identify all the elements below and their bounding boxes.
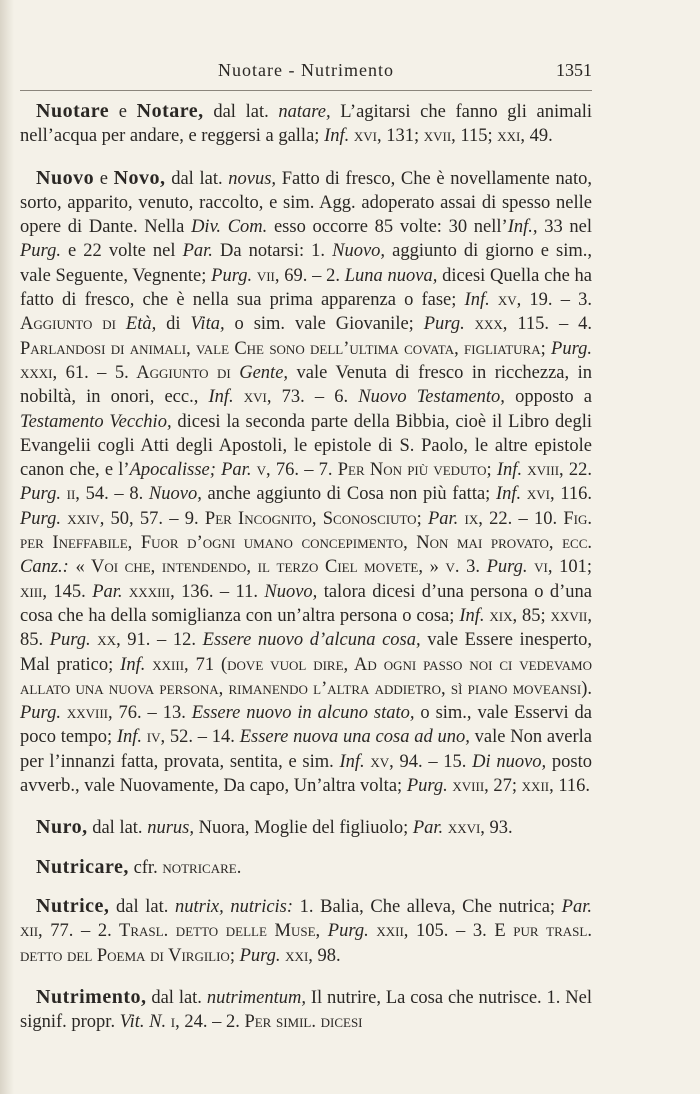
- body-text: aggiunto di giorno e sim., vale Seguente, Vegnente;: [20, 241, 593, 286]
- italic-text: Purg.: [406, 776, 448, 797]
- body-text: dal lat.: [87, 818, 148, 839]
- italic-text: Inf.: [116, 727, 143, 748]
- citation-text: xv, 94. – 15.: [364, 751, 473, 772]
- italic-text: Par.: [92, 581, 123, 602]
- citation-text: ix, 22. – 10. Fig. per Ineffabile, Fuor d’ogni umano concepimento, Non mai provato, ecc.: [20, 508, 592, 554]
- citation-text: xxx, 115. – 4. Parlandosi di animali, vale Che sono dell’ultima covata, figliatura;: [20, 314, 593, 359]
- body-text: cfr.: [128, 857, 163, 878]
- italic-text: Div. Com.: [191, 217, 268, 238]
- citation-text: xxii, 105. – 3. E pur trasl. detto del Poema di Virgilio;: [20, 921, 592, 966]
- body-text: dal lat.: [165, 168, 229, 189]
- italic-text: Par.: [427, 508, 459, 529]
- citation-text: xvi, 116.: [521, 484, 592, 505]
- italic-text: Vita,: [190, 314, 225, 335]
- body-text: Da notarsi: 1.: [212, 241, 333, 262]
- body-text: di: [156, 314, 191, 335]
- italic-text: Purg.: [49, 630, 91, 651]
- body-text: talora dicesi d’una persona o d’una cosa che ha della somiglianza con un’altra persona o cosa;: [20, 581, 592, 626]
- citation-text: xxiii, 71 (dove vuol dire, Ad ogni passo noi ci vedevamo allato una nuova persona, rimanendo l’altra addietro, sì piano moveansi).: [20, 654, 592, 699]
- body-text: 33 nel: [537, 217, 592, 238]
- body-text: e: [109, 102, 137, 122]
- running-title: Nuotare - Nutrimento: [218, 60, 394, 80]
- page-header: [20, 60, 592, 84]
- italic-text: natare,: [278, 102, 331, 122]
- citation-text: xxviii, 76. – 13.: [60, 703, 192, 724]
- italic-text: nutrix, nutricis:: [174, 896, 294, 917]
- citation-text: « Voi che, intendendo, il terzo Ciel movete, » v. 3.: [68, 557, 487, 578]
- italic-text: Apocalisse; Par.: [129, 460, 252, 481]
- body-text: posto avverb., vale Nuovamente, Da capo, Un’altra volta;: [20, 751, 592, 797]
- italic-text: nurus,: [147, 818, 194, 839]
- italic-text: Purg.: [327, 921, 369, 942]
- italic-text: Gente,: [239, 362, 289, 383]
- citation-text: vii, 69. – 2.: [252, 265, 345, 286]
- body-text: e: [94, 168, 114, 189]
- citation-text: i, 24. – 2. Per simil. dicesi: [166, 1012, 363, 1033]
- citation-text: xv, 19. – 3. Aggiunto di: [20, 290, 592, 335]
- body-text: dal lat.: [146, 987, 207, 1008]
- italic-text: Nuovo Testamento,: [358, 387, 505, 408]
- body-text: vale Non averla per l’innanzi fatta, provata, sentita, e sim.: [20, 727, 593, 772]
- italic-text: Luna nuova,: [344, 265, 438, 286]
- cross-reference: notricare.: [162, 857, 242, 878]
- italic-text: Inf.: [324, 126, 350, 147]
- italic-text: Inf.: [496, 484, 522, 505]
- entry-nuotare: [20, 99, 592, 149]
- headword-variant: Notare,: [136, 100, 204, 122]
- citation-text: xvi, 131; xvii, 115; xxi, 49.: [349, 126, 553, 147]
- headword: Nutrimento,: [36, 985, 147, 1008]
- body-text: Nuora, Moglie del figliuolo;: [193, 818, 413, 839]
- italic-text: Testamento Vecchio,: [20, 411, 172, 432]
- page-gutter-shadow: [0, 0, 14, 1094]
- italic-text: Purg.: [20, 484, 61, 505]
- headword: Nutrice,: [36, 894, 110, 917]
- italic-text: Inf.: [208, 387, 234, 408]
- italic-text: Nuovo,: [332, 241, 386, 262]
- citation-text: xxvi, 93.: [443, 818, 513, 839]
- citation-text: xvi, 73. – 6.: [233, 387, 359, 408]
- entry-nutricare: [20, 855, 592, 880]
- body-text: anche aggiunto di Cosa non più fatta;: [201, 484, 496, 505]
- italic-text: Inf.: [339, 751, 365, 772]
- headword: Nuotare: [36, 100, 110, 122]
- italic-text: Purg.: [20, 703, 61, 724]
- citation-text: xii, 77. – 2. Trasl. detto delle Muse,: [20, 921, 328, 942]
- body-text: opposto a: [504, 387, 592, 408]
- italic-text: Essere nuovo in alcuno stato,: [191, 703, 415, 724]
- headword: Nutricare,: [36, 855, 129, 878]
- body-text: L’agitarsi che fanno gli animali nell’acqua per andare, e reggersi a galla;: [20, 102, 592, 147]
- citation-text: xx, 91. – 12.: [90, 630, 203, 651]
- italic-text: Par.: [182, 241, 213, 262]
- body-text: o sim., vale Esservi da poco tempo;: [20, 703, 592, 748]
- italic-text: Nuovo,: [148, 484, 202, 505]
- italic-text: Purg.: [486, 557, 528, 578]
- entry-nutrice: [20, 894, 592, 968]
- italic-text: Essere nuovo d’alcuna cosa,: [202, 630, 421, 651]
- page-number: 1351: [556, 60, 592, 80]
- citation-text: xviii, 27; xxii, 116.: [447, 776, 591, 797]
- entry-nuro: [20, 815, 592, 840]
- italic-text: Nuovo,: [264, 581, 318, 602]
- body-text: Fatto di fresco, Che è novellamente nato, sorto, apparito, venuto, raccolto, e sim. Agg. adoperato assai di spesso nelle opere di Dante. Nella: [20, 168, 593, 238]
- italic-text: Inf.: [464, 290, 490, 311]
- headword: Nuro,: [36, 816, 88, 839]
- entry-nutrimento: [20, 985, 592, 1035]
- italic-text: Canz.:: [20, 557, 69, 578]
- citation-text: v, 76. – 7. Per Non più veduto;: [251, 460, 497, 481]
- citation-text: xxxiii, 136. – 11.: [122, 581, 265, 602]
- body-text: o sim. vale Giovanile;: [224, 314, 424, 335]
- italic-text: Par.: [412, 818, 444, 839]
- header-rule: [20, 90, 592, 91]
- entry-nuovo: [20, 166, 592, 799]
- body-text: vale Essere inesperto, Mal pratico;: [20, 630, 592, 675]
- citation-text: xix, 85; xxvii, 85.: [20, 605, 592, 651]
- italic-text: Inf.: [496, 460, 523, 481]
- italic-text: Inf.: [120, 654, 146, 675]
- italic-text: Purg.: [211, 265, 253, 286]
- italic-text: Purg.: [239, 945, 281, 966]
- italic-text: Purg.: [423, 314, 465, 335]
- body-text: dicesi la seconda parte della Bibbia, cioè il Libro degli Evangelii cogli Atti degli Apostoli, le epistole di S. Paolo, le altre epistole canon che, e l’: [20, 411, 592, 481]
- italic-text: Età,: [125, 314, 157, 335]
- citation-text: xxxi, 61. – 5. Aggiunto di: [20, 362, 240, 383]
- italic-text: Par.: [561, 896, 592, 917]
- citation-text: xxiv, 50, 57. – 9. Per Incognito, Sconosciuto;: [60, 508, 428, 529]
- citation-text: ii, 54. – 8.: [60, 484, 149, 505]
- italic-text: Essere nuova una cosa ad uno,: [239, 727, 470, 748]
- italic-text: novus,: [228, 168, 277, 189]
- citation-text: iv, 52. – 14.: [142, 727, 240, 748]
- citation-text: xxi, 98.: [280, 945, 341, 966]
- italic-text: Vit. N.: [119, 1012, 167, 1033]
- italic-text: Di nuovo,: [472, 751, 547, 772]
- citation-text: xviii, 22.: [522, 460, 593, 481]
- entries-column: [20, 99, 592, 1051]
- italic-text: Purg.: [551, 338, 592, 359]
- italic-text: Inf.,: [507, 217, 538, 238]
- body-text: dal lat.: [203, 102, 279, 122]
- body-text: dal lat.: [109, 896, 175, 917]
- body-text: esso occorre 85 volte: 30 nell’: [267, 217, 508, 238]
- body-text: dicesi Quella che ha fatto di fresco, che è nella sua prima apparenza o fase;: [20, 265, 592, 311]
- italic-text: Inf.: [459, 605, 485, 626]
- italic-text: Purg.: [20, 241, 61, 262]
- body-text: Il nutrire, La cosa che nutrisce. 1. Nel signif. propr.: [20, 987, 592, 1033]
- italic-text: Purg.: [20, 508, 61, 529]
- citation-text: vi, 101; xiii, 145.: [20, 557, 592, 602]
- body-text: vale Venuta di fresco in ricchezza, in nobiltà, in onori, ecc.,: [20, 362, 593, 408]
- headword: Nuovo: [36, 166, 95, 189]
- italic-text: nutrimentum,: [206, 987, 306, 1008]
- body-text: 1. Balia, Che alleva, Che nutrica;: [293, 896, 562, 917]
- headword-variant: Novo,: [113, 166, 166, 189]
- body-text: e 22 volte nel: [60, 241, 183, 262]
